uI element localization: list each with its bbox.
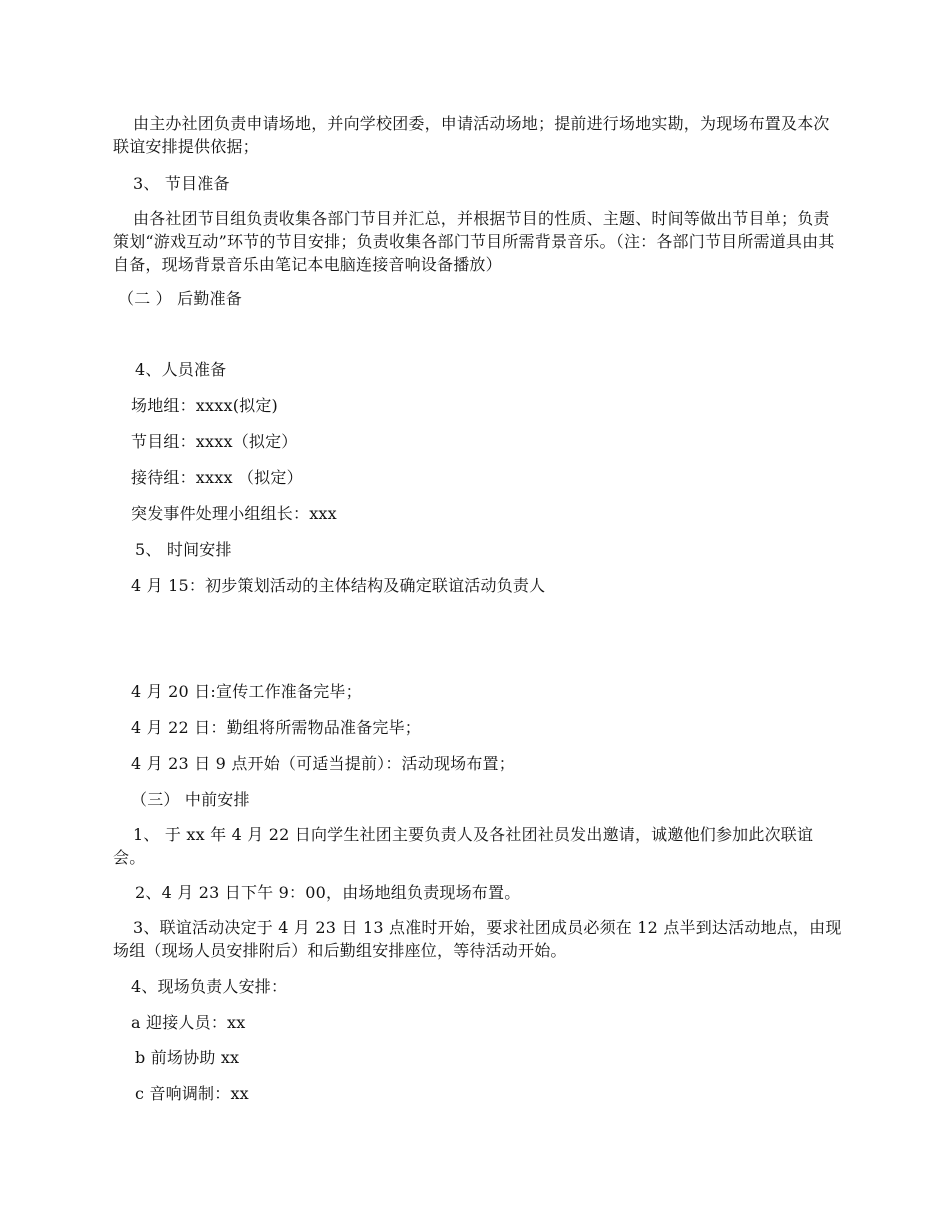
paragraph-program-details: 由各社团节目组负责收集各部门节目并汇总，并根据节目的性质、主题、时间等做出节目单；负责策划“游戏互动”环节的节目安排；负责收集各部门节目所需背景音乐。（注：各部门节目所需道具由其自备，现场背景音乐由笔记本电脑连接音响设备播放） (113, 209, 835, 274)
heading-schedule: 5、 时间安排 (135, 540, 232, 559)
heading-program-preparation: 3、 节目准备 (133, 174, 230, 193)
heading-staff-preparation: 4、人员准备 (135, 360, 227, 379)
onsite-sound-control: c 音响调制：xx (135, 1084, 249, 1103)
arrangement-start-time: 3、联谊活动决定于 4 月 23 日 13 点准时开始，要求社团成员必须在 12 点半到达活动地点，由现场组（现场人员安排附后）和后勤组安排座位，等待活动开始。 (113, 918, 842, 960)
staff-program-group: 节目组：xxxx（拟定） (131, 432, 298, 451)
heading-pre-event-arrangement: （三） 中前安排 (131, 790, 250, 809)
schedule-april-23: 4 月 23 日 9 点开始（可适当提前）：活动现场布置； (131, 754, 515, 773)
staff-reception-group: 接待组：xxxx （拟定） (131, 468, 303, 487)
staff-venue-group: 场地组：xxxx(拟定) (131, 396, 278, 415)
onsite-greeters: a 迎接人员：xx (131, 1013, 246, 1032)
schedule-april-15: 4 月 15：初步策划活动的主体结构及确定联谊活动负责人 (131, 576, 546, 595)
staff-emergency-leader: 突发事件处理小组组长：xxx (131, 504, 337, 523)
onsite-front-assist: b 前场协助 xx (135, 1048, 240, 1067)
paragraph-venue-application: 由主办社团负责申请场地，并向学校团委，申请活动场地；提前进行场地实勘，为现场布置及本次联谊安排提供依据； (113, 114, 830, 156)
heading-logistics-preparation: （二 ） 后勤准备 (118, 289, 242, 308)
schedule-april-20: 4 月 20 日:宣传工作准备完毕； (131, 682, 362, 701)
schedule-april-22: 4 月 22 日：勤组将所需物品准备完毕； (131, 718, 421, 737)
heading-onsite-leaders: 4、现场负责人安排： (131, 977, 288, 996)
arrangement-venue-setup: 2、4 月 23 日下午 9：00，由场地组负责现场布置。 (135, 883, 521, 902)
arrangement-invitations: 1、 于 xx 年 4 月 22 日向学生社团主要负责人及各社团社员发出邀请，诚邀他们参加此次联谊会。 (113, 825, 814, 867)
